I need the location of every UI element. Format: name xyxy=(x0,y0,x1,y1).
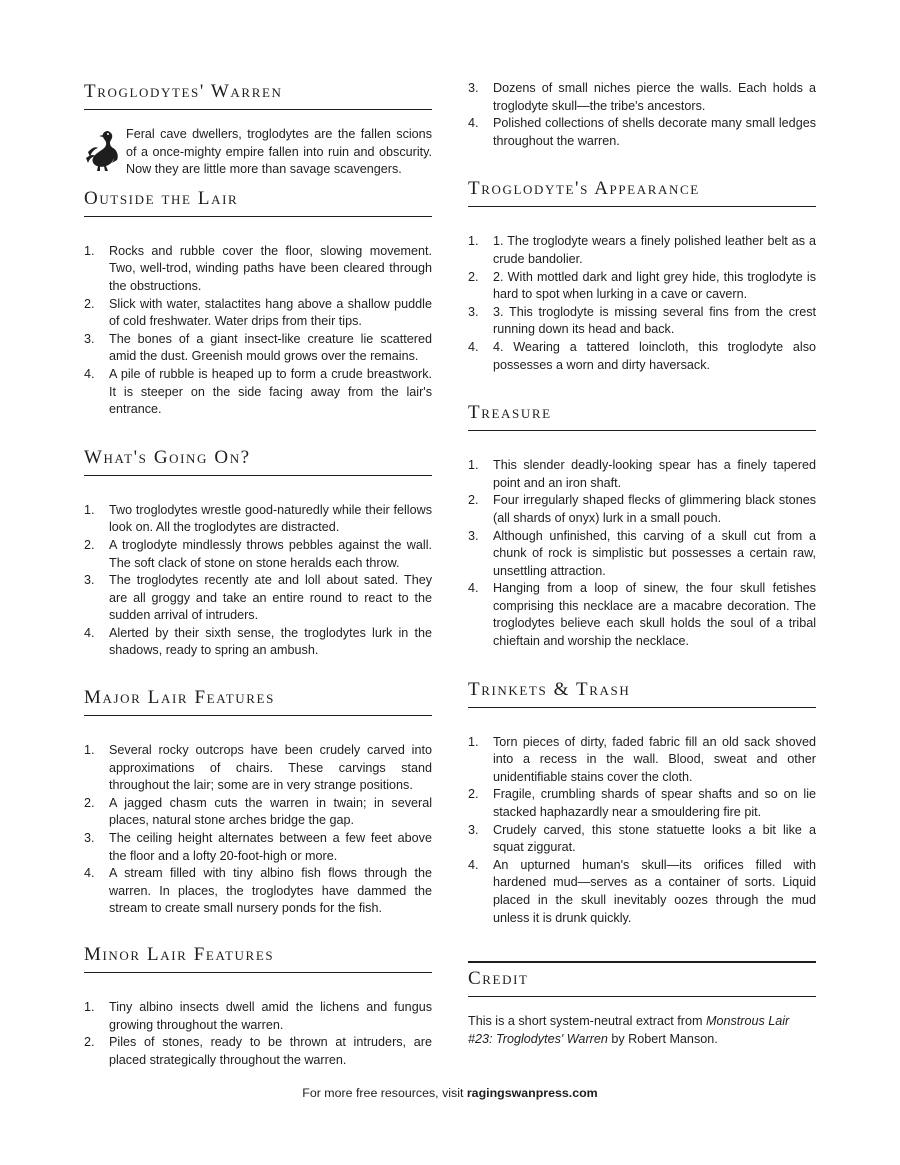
list-item xyxy=(84,537,432,572)
item-number: 4. xyxy=(468,339,479,354)
list-item xyxy=(468,269,816,304)
footer-link[interactable]: ragingswanpress.com xyxy=(466,1086,598,1100)
item-number: 3. xyxy=(84,331,95,346)
item-number: 4. xyxy=(468,581,479,596)
section-title-warren: Troglodytes' Warren xyxy=(84,80,432,110)
section-title-minor: Minor Lair Features xyxy=(84,943,432,973)
item-text: Dozens of small niches pierce the walls. Each holds a troglodyte skull—the tribe's ancestors. xyxy=(493,81,816,113)
item-text: Rocks and rubble cover the floor, slowing movement. Two, well-trod, winding paths have been cleared through the obstructions. xyxy=(109,243,432,293)
item-text: This slender deadly-looking spear has a finely tapered point and an iron shaft. xyxy=(493,458,816,490)
section-title-outside: Outside the Lair xyxy=(84,187,432,217)
list-item xyxy=(468,822,816,857)
section-title-trinkets: Trinkets & Trash xyxy=(468,678,816,708)
item-text: Although unfinished, this carving of a skull cut from a chunk of rock is simplistic but possesses a certain raw, unsettling attraction. xyxy=(493,528,816,578)
list-item xyxy=(468,339,816,374)
list-item xyxy=(84,999,432,1034)
list-item xyxy=(84,1034,432,1069)
credit-text-after: by Robert Manson. xyxy=(607,1031,718,1046)
minor-list-part-one xyxy=(84,999,432,1069)
item-text: Hanging from a loop of sinew, the four skull fetishes comprising this necklace are a macabre decoration. The troglodytes believe each skull holds the soul of a tribal chieftain and worship the necklace. xyxy=(493,581,816,649)
list-item xyxy=(468,80,816,115)
item-text: 3. This troglodyte is missing several fins from the crest running down its head and back. xyxy=(493,304,816,337)
list-item xyxy=(84,865,432,918)
item-number: 3. xyxy=(84,573,95,588)
item-text: 2. With mottled dark and light grey hide, this troglodyte is hard to spot when lurking in a cave or cavern. xyxy=(493,269,816,302)
item-text: Tiny albino insects dwell amid the lichens and fungus growing throughout the warren. xyxy=(109,1000,432,1032)
item-text: A pile of rubble is heaped up to form a crude breastwork. It is steeper on the side facing away from the lair's entrance. xyxy=(109,366,432,417)
item-number: 3. xyxy=(468,528,479,543)
item-text: Crudely carved, this stone statuette looks a bit like a squat ziggurat. xyxy=(493,822,816,855)
treasure-list xyxy=(468,457,816,651)
item-number: 2. xyxy=(468,787,479,802)
item-number: 2. xyxy=(84,296,95,311)
minor-list-part-two xyxy=(468,80,816,150)
item-text: A stream filled with tiny albino fish flows through the warren. In places, the troglodytes have dammed the stream to create small nursery ponds for the fish. xyxy=(109,866,432,916)
list-item xyxy=(84,795,432,830)
item-number: 3. xyxy=(84,831,95,846)
list-item xyxy=(468,457,816,492)
item-number: 1. xyxy=(84,743,95,758)
section-title-going-on: What's Going On? xyxy=(84,446,432,476)
item-number: 4. xyxy=(468,857,479,872)
item-number: 4. xyxy=(84,366,95,381)
list-item xyxy=(468,857,816,927)
trinkets-list xyxy=(468,734,816,928)
list-item xyxy=(468,233,816,268)
item-text: Torn pieces of dirty, faded fabric fill an old sack shoved into a recess in the wall. Blood, sweat and other unidentifiable stains cover the cloth. xyxy=(493,734,816,784)
item-text: Slick with water, stalactites hang above a shallow puddle of cold freshwater. Water drips from their tips. xyxy=(109,296,432,329)
list-item xyxy=(468,528,816,581)
list-item xyxy=(84,742,432,795)
credit-paragraph xyxy=(468,1013,816,1048)
item-number: 1. xyxy=(468,458,479,473)
right-column xyxy=(468,80,816,1048)
item-number: 1. xyxy=(468,234,479,249)
intro-paragraph xyxy=(84,126,432,179)
item-number: 1. xyxy=(468,734,479,749)
item-text: Alerted by their sixth sense, the troglodytes lurk in the shadows, ready to spring an ambush. xyxy=(109,625,432,658)
section-title-credit: Credit xyxy=(468,967,816,997)
credit-text-before: This is a short system-neutral extract from xyxy=(468,1014,706,1029)
item-text: Piles of stones, ready to be thrown at intruders, are placed strategically throughout the warren. xyxy=(109,1035,432,1067)
item-number: 1. xyxy=(84,1000,95,1014)
item-number: 2. xyxy=(468,493,479,508)
item-number: 3. xyxy=(468,304,479,319)
left-column xyxy=(84,80,432,1069)
major-list xyxy=(84,742,432,918)
section-title-appearance: Troglodyte's Appearance xyxy=(468,177,816,207)
item-number: 4. xyxy=(84,866,95,881)
item-number: 1. xyxy=(84,502,95,517)
list-item xyxy=(84,625,432,660)
item-text: The ceiling height alternates between a few feet above the floor and a lofty 20-foot-high or more. xyxy=(109,831,432,863)
item-number: 2. xyxy=(468,269,479,284)
section-title-treasure: Treasure xyxy=(468,401,816,431)
item-number: 2. xyxy=(84,1035,95,1050)
intro-text: Feral cave dwellers, troglodytes are the fallen scions of a once-mighty empire fallen into ruin and obscurity. Now they are little more than savage scavengers. xyxy=(126,127,432,177)
list-item xyxy=(468,115,816,150)
item-number: 4. xyxy=(468,116,479,131)
footer-text: For more free resources, visit xyxy=(302,1086,467,1100)
appearance-list xyxy=(468,233,816,374)
item-number: 3. xyxy=(468,822,479,837)
item-number: 2. xyxy=(84,795,95,810)
item-text: The troglodytes recently ate and loll about sated. They are all groggy and take an entire round to react to the sudden arrival of intruders. xyxy=(109,573,432,623)
list-item xyxy=(468,786,816,821)
item-text: Fragile, crumbling shards of spear shafts and so on lie stacked haphazardly near a smouldering fire pit. xyxy=(493,787,816,820)
item-text: 4. Wearing a tattered loincloth, this troglodyte also possesses a worn and dirty haversack. xyxy=(493,339,816,372)
item-text: The bones of a giant insect-like creature lie scattered amid the dust. Greenish mould grows over the remains. xyxy=(109,331,432,364)
item-number: 1. xyxy=(84,243,95,258)
going-on-list xyxy=(84,502,432,660)
item-text: 1. The troglodyte wears a finely polished leather belt as a crude bandolier. xyxy=(493,234,816,266)
list-item xyxy=(468,580,816,650)
footer xyxy=(0,1086,900,1100)
list-item xyxy=(84,366,432,419)
list-item xyxy=(468,304,816,339)
credit-top-rule xyxy=(468,961,816,963)
outside-list xyxy=(84,243,432,419)
item-number: 3. xyxy=(468,81,479,95)
swan-icon xyxy=(84,128,122,172)
list-item xyxy=(84,830,432,865)
list-item xyxy=(84,331,432,366)
section-title-major: Major Lair Features xyxy=(84,686,432,716)
item-number: 2. xyxy=(84,537,95,552)
list-item xyxy=(84,572,432,625)
item-text: Polished collections of shells decorate many small ledges throughout the warren. xyxy=(493,116,816,148)
list-item xyxy=(84,296,432,331)
credit-work-title: Monstrous Lair #23: Troglodytes' Warren xyxy=(468,1014,790,1046)
list-item xyxy=(468,492,816,527)
item-text: Two troglodytes wrestle good-naturedly while their fellows look on. All the troglodytes are distracted. xyxy=(109,502,432,535)
item-number: 4. xyxy=(84,625,95,640)
item-text: A troglodyte mindlessly throws pebbles against the wall. The soft clack of stone on stone heralds each throw. xyxy=(109,537,432,570)
list-item xyxy=(468,734,816,787)
item-text: Several rocky outcrops have been crudely carved into approximations of chairs. These carvings stand throughout the lair; some are in very strange positions. xyxy=(109,743,432,793)
item-text: Four irregularly shaped flecks of glimmering black stones (all shards of onyx) lurk in a small pouch. xyxy=(493,493,816,525)
list-item xyxy=(84,243,432,296)
item-text: A jagged chasm cuts the warren in twain; in several places, natural stone arches bridge the gap. xyxy=(109,795,432,828)
list-item xyxy=(84,502,432,537)
item-text: An upturned human's skull—its orifices filled with hardened mud—serves as a container of sorts. Liquid placed in the skull inevitably oozes through the mud unless it is drunk quickly. xyxy=(493,857,816,925)
